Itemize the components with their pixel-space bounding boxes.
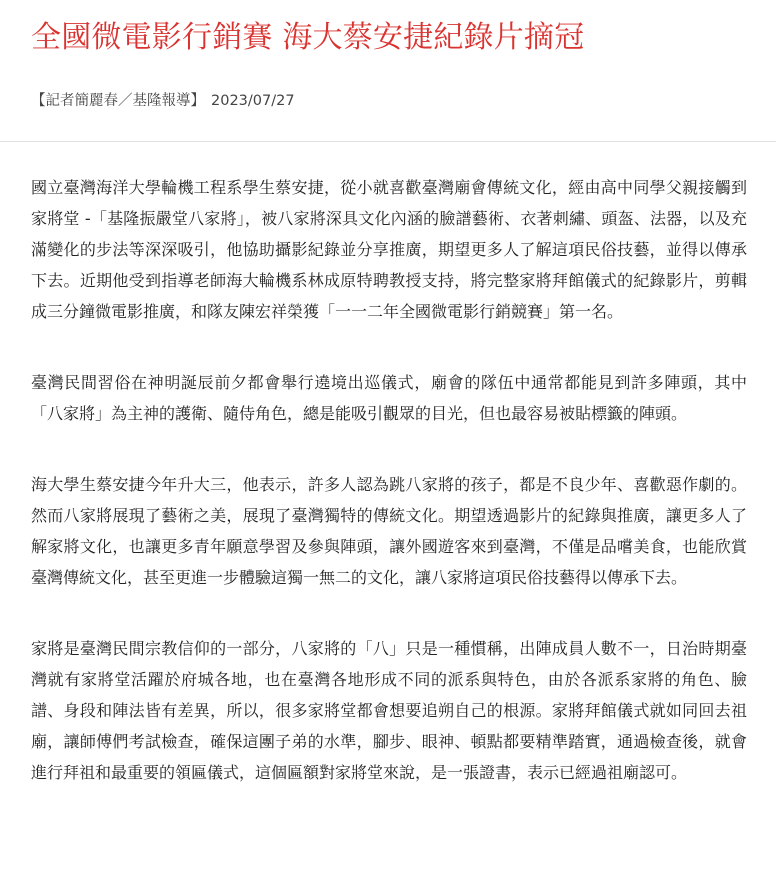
header-divider bbox=[0, 141, 776, 142]
article-body bbox=[31, 172, 747, 828]
reporter-credit: 【記者簡麗春／基隆報導】 bbox=[31, 93, 205, 109]
article-paragraph-3: 海大學生蔡安捷今年升大三，他表示，許多人認為跳八家將的孩子，都是不良少年、喜歡惡作劇的。然而八家將展現了藝術之美，展現了臺灣獨特的傳統文化。期望透過影片的紀錄與推廣，讓更多人了解家將文化，也讓更多青年願意學習及參與陣頭，讓外國遊客來到臺灣，不僅是品嚐美食，也能欣賞臺灣傳統文化，甚至更進一步體驗這獨一無二的文化，讓八家將這項民俗技藝得以傳承下去。 bbox=[31, 475, 747, 587]
article-paragraph-1: 國立臺灣海洋大學輪機工程系學生蔡安捷，從小就喜歡臺灣廟會傳統文化，經由高中同學父親接觸到家將堂 -「基隆振嚴堂八家將」，被八家將深具文化內涵的臉譜藝術、衣著刺繡、頭盔、法器，以及充滿變化的步法等深深吸引，他協助攝影紀錄並分享推廣，期望更多人了解這項民俗技藝，並得以傳承下去。近期他受到指導老師海大輪機系林成原特聘教授支持，將完整家將拜館儀式的紀錄影片，剪輯成三分鐘微電影推廣，和隊友陳宏祥榮獲「一一二年全國微電影行銷競賽」第一名。 bbox=[31, 178, 747, 321]
article-paragraph-2: 臺灣民間習俗在神明誕辰前夕都會舉行遶境出巡儀式，廟會的隊伍中通常都能見到許多陣頭，其中「八家將」為主神的護衛、隨侍角色，總是能吸引觀眾的目光，但也最容易被貼標籤的陣頭。 bbox=[31, 373, 747, 423]
article-byline bbox=[31, 90, 295, 112]
article-paragraph-4: 家將是臺灣民間宗教信仰的一部分，八家將的「八」只是一種慣稱，出陣成員人數不一，日治時期臺灣就有家將堂活躍於府城各地，也在臺灣各地形成不同的派系與特色，由於各派系家將的角色、臉譜、身段和陣法皆有差異，所以，很多家將堂都會想要追朔自己的根源。家將拜館儀式就如同回去祖廟，讓師傅們考試檢查，確保這團子弟的水準，腳步、眼神、頓點都要精準踏實，通過檢查後，就會進行拜祖和最重要的領匾儀式，這個匾額對家將堂來說，是一張證書，表示已經過祖廟認可。 bbox=[31, 639, 747, 782]
publish-date: 2023/07/27 bbox=[211, 93, 295, 109]
article-title: 全國微電影行銷賽 海大蔡安捷紀錄片摘冠 bbox=[31, 20, 585, 55]
